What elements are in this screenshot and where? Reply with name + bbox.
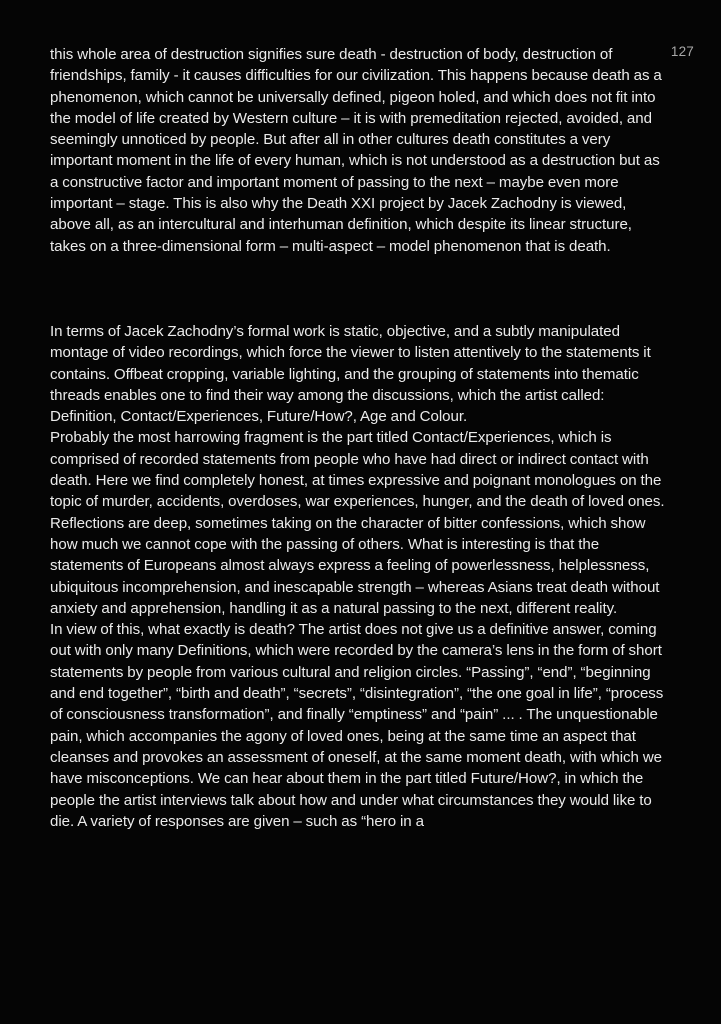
page-body-text xyxy=(50,44,665,832)
body-paragraph: In terms of Jacek Zachodny’s formal work is static, objective, and a subtly manipulated montage of video recordings, which force the viewer to listen attentively to the statements it contains. Offbeat cropping, variable lighting, and the grouping of statements into thematic threads enables one to find their way among the discussions, which the artist called: Definition, Contact/Experiences, Future/How?, Age and Colour. xyxy=(50,322,651,426)
body-paragraph: Probably the most harrowing fragment is the part titled Contact/Experiences, which is comprised of recorded statements from people who have had direct or indirect contact with death. Here we find completely honest, at times expressive and poignant monologues on the topic of murder, accidents, overdoses, war experiences, hunger, and the death of loved ones. Reflections are deep, sometimes taking on the character of bitter confessions, which show how much we cannot cope with the passing of others. What is interesting is that the statements of Europeans almost always express a feeling of powerlessness, helplessness, ubiquitous incomprehension, and inescapable strength – whereas Asians treat death without anxiety and apprehension, handling it as a natural passing to the next, different reality. xyxy=(50,429,665,617)
body-paragraph: this whole area of destruction signifies sure death - destruction of body, destruction of friendships, family - it causes difficulties for our civilization. This happens because death as a phenomenon, which cannot be universally defined, pigeon holed, and which does not fit into the model of life created by Western culture – it is with premeditation rejected, avoided, and seemingly unnoticed by people. But after all in other cultures death constitutes a very important moment in the life of every human, which is not understood as a destruction but as a constructive factor and important moment of passing to the next – maybe even more important – stage. This is also why the Death XXI project by Jacek Zachodny is viewed, above all, as an intercultural and interhuman definition, which despite its linear structure, takes on a three-dimensional form – multi-aspect – model phenomenon that is death. xyxy=(50,46,662,255)
paragraph-spacer xyxy=(50,257,665,321)
page-number: 127 xyxy=(670,44,694,59)
body-paragraph: In view of this, what exactly is death? The artist does not give us a definitive answer, coming out with only many Definitions, which were recorded by the camera’s lens in the form of short statements by people from various cultural and religion circles. “Passing”, “end”, “beginning and end together”, “birth and death”, “secrets”, “disintegration”, “the one goal in life”, “process of consciousness transformation”, and finally “emptiness” and “pain” ... . The unquestionable pain, which accompanies the agony of loved ones, being at the same time an aspect that cleanses and provokes an assessment of oneself, at the same moment death, with which we have misconceptions. We can hear about them in the part titled Future/How?, in which the people the artist interviews talk about how and under what circumstances they would like to die. A variety of responses are given – such as “hero in a xyxy=(50,621,664,830)
